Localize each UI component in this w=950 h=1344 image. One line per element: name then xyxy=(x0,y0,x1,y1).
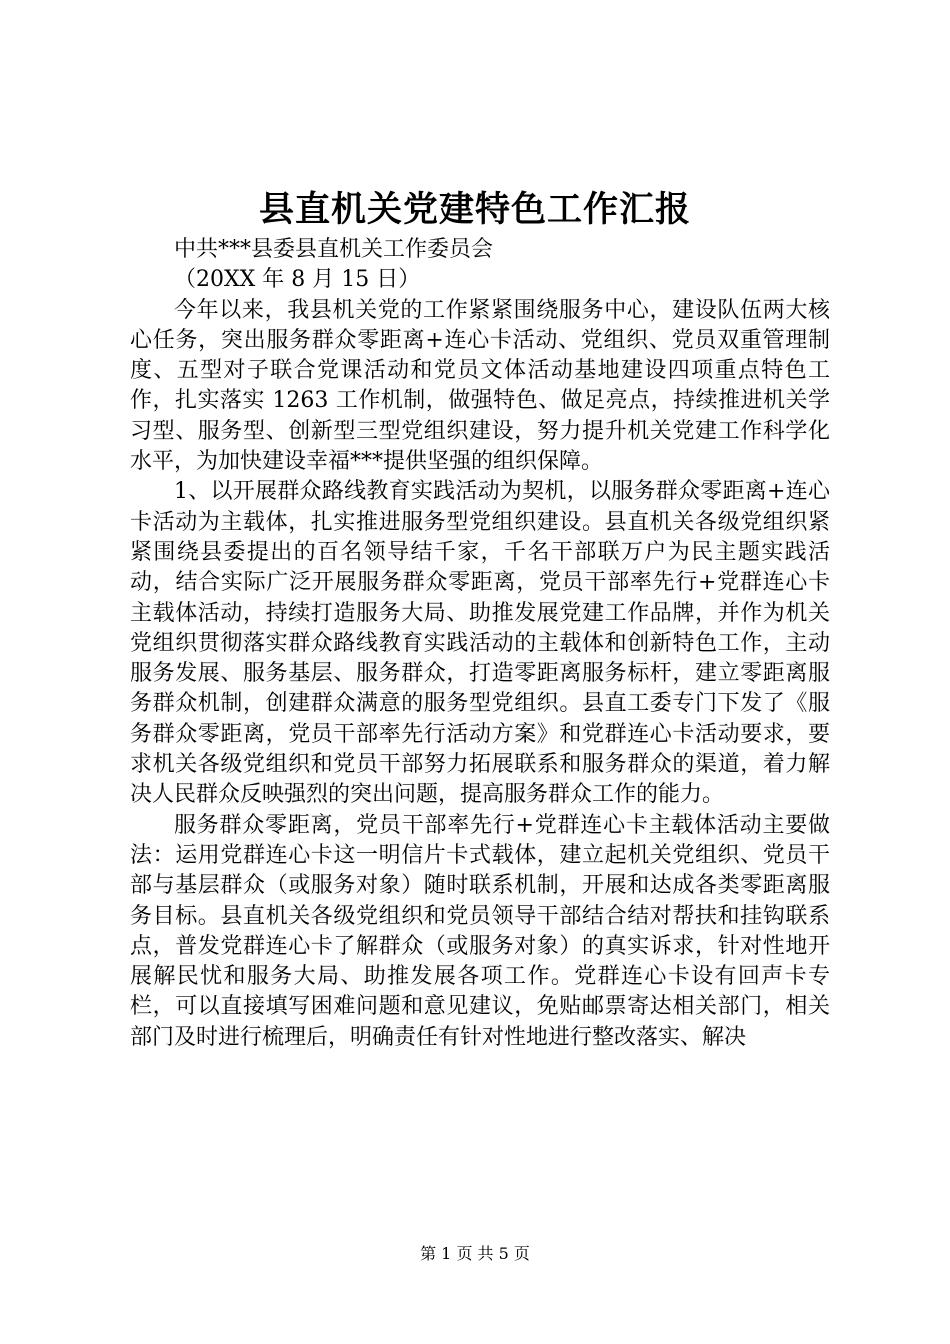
paragraph: 今年以来，我县机关党的工作紧紧围绕服务中心，建设队伍两大核心任务，突出服务群众零距离+连心卡活动、党组织、党员双重管理制度、五型对子联合党课活动和党员文体活动基地建设四项重点特色工作，扎实落实 1263 工作机制，做强特色、做足亮点，持续推进机关学习型、服务型、创新型三型党组织建设，努力提升机关党建工作科学化水平，为加快建设幸福***提供坚强的组织保障。 xyxy=(130,297,830,475)
document-body xyxy=(130,235,830,1053)
date-line: （20XX 年 8 月 15 日） xyxy=(174,267,421,293)
paragraph: 1、以开展群众路线教育实践活动为契机，以服务群众零距离+连心卡活动为主载体，扎实推进服务型党组织建设。县直机关各级党组织紧紧围绕县委提出的百名领导结千家，千名干部联万户为民主题实践活动，结合实际广泛开展服务群众零距离，党员干部率先行+党群连心卡主载体活动，持续打造服务大局、助推发展党建工作品牌，并作为机关党组织贯彻落实群众路线教育实践活动的主载体和创新特色工作，主动服务发展、服务基层、服务群众，打造零距离服务标杆，建立零距离服务群众机制，创建群众满意的服务型党组织。县直工委专门下发了《服务群众零距离，党员干部率先行活动方案》和党群连心卡活动要求，要求机关各级党组织和党员干部努力拓展联系和服务群众的渠道，着力解决人民群众反映强烈的突出问题，提高服务群众工作的能力。 xyxy=(130,479,830,808)
page-footer: 第 1 页 共 5 页 xyxy=(420,1244,530,1263)
author-line: 中共***县委县直机关工作委员会 xyxy=(174,237,494,262)
document-title: 县直机关党建特色工作汇报 xyxy=(258,189,691,230)
paragraph: 服务群众零距离，党员干部率先行+党群连心卡主载体活动主要做法：运用党群连心卡这一明信片卡式载体，建立起机关党组织、党员干部与基层群众（或服务对象）随时联系机制，开展和达成各类零距离服务目标。县直机关各级党组织和党员领导干部结合结对帮扶和挂钩联系点，普发党群连心卡了解群众（或服务对象）的真实诉求，针对性地开展解民忧和服务大局、助推发展各项工作。党群连心卡设有回声卡专栏，可以直接填写困难问题和意见建议，免贴邮票寄达相关部门，相关部门及时进行梳理后，明确责任有针对性地进行整改落实、解决 xyxy=(130,812,830,1050)
